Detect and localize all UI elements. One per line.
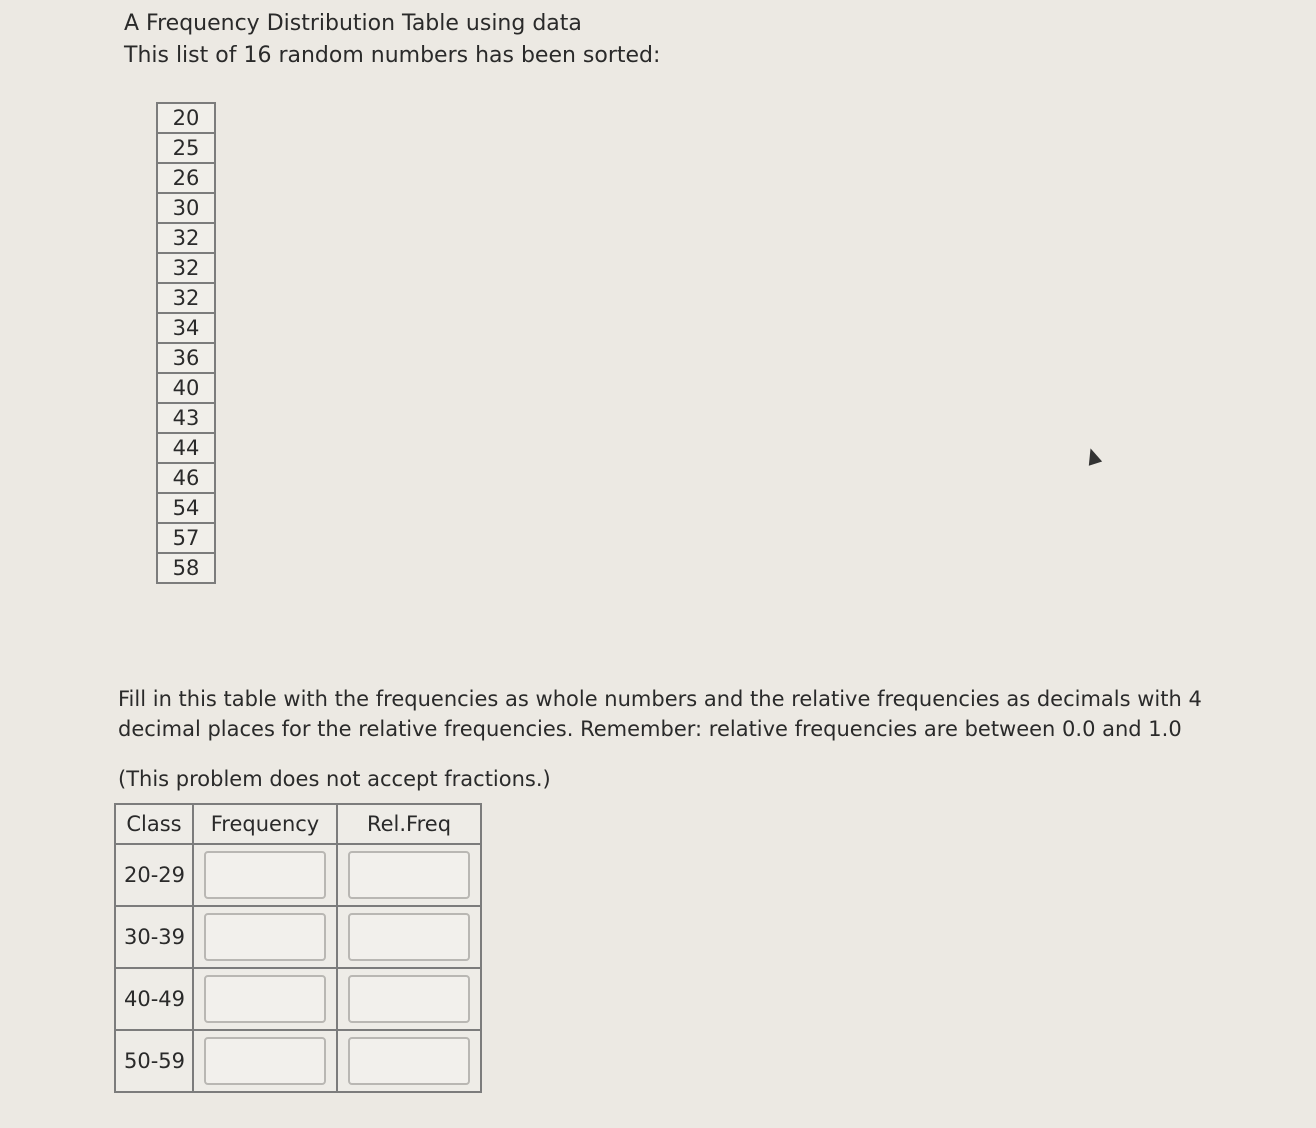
- table-row: [157, 163, 215, 193]
- frequency-table: [114, 803, 482, 1093]
- table-row: [157, 343, 215, 373]
- number-cell: 20: [157, 103, 215, 133]
- number-cell: 58: [157, 553, 215, 583]
- class-label: 40-49: [115, 968, 193, 1030]
- number-cell: 44: [157, 433, 215, 463]
- table-row: [115, 906, 481, 968]
- rel-freq-input-50-59[interactable]: [348, 1037, 470, 1085]
- rel-freq-cell: [337, 844, 481, 906]
- number-cell: 43: [157, 403, 215, 433]
- number-cell: 30: [157, 193, 215, 223]
- table-row: [115, 1030, 481, 1092]
- frequency-cell: [193, 1030, 337, 1092]
- frequency-column-header: Frequency: [193, 804, 337, 844]
- page-subtitle: This list of 16 random numbers has been sorted:: [124, 43, 661, 68]
- frequency-table-header: [115, 804, 481, 844]
- class-column-header: Class: [115, 804, 193, 844]
- number-cell: 34: [157, 313, 215, 343]
- table-row: [157, 223, 215, 253]
- mouse-pointer-icon: [1084, 446, 1102, 466]
- frequency-input-40-49[interactable]: [204, 975, 326, 1023]
- class-label: 20-29: [115, 844, 193, 906]
- number-cell: 25: [157, 133, 215, 163]
- table-row: [115, 844, 481, 906]
- number-cell: 32: [157, 283, 215, 313]
- number-cell: 32: [157, 253, 215, 283]
- number-cell: 57: [157, 523, 215, 553]
- rel-freq-cell: [337, 1030, 481, 1092]
- rel-freq-input-30-39[interactable]: [348, 913, 470, 961]
- number-cell: 32: [157, 223, 215, 253]
- table-row: [157, 313, 215, 343]
- number-cell: 40: [157, 373, 215, 403]
- table-row: [157, 253, 215, 283]
- table-row: [157, 493, 215, 523]
- frequency-cell: [193, 844, 337, 906]
- table-row: [157, 103, 215, 133]
- class-label: 50-59: [115, 1030, 193, 1092]
- rel-freq-input-40-49[interactable]: [348, 975, 470, 1023]
- frequency-cell: [193, 968, 337, 1030]
- rel-freq-column-header: Rel.Freq: [337, 804, 481, 844]
- table-row: [157, 193, 215, 223]
- frequency-input-20-29[interactable]: [204, 851, 326, 899]
- problem-header: [124, 8, 660, 72]
- table-row: [157, 283, 215, 313]
- table-row: [157, 523, 215, 553]
- rel-freq-input-20-29[interactable]: [348, 851, 470, 899]
- rel-freq-cell: [337, 906, 481, 968]
- table-row: [157, 433, 215, 463]
- table-row: [157, 373, 215, 403]
- rel-freq-cell: [337, 968, 481, 1030]
- frequency-cell: [193, 906, 337, 968]
- number-cell: 36: [157, 343, 215, 373]
- table-row: [115, 968, 481, 1030]
- table-row: [157, 133, 215, 163]
- class-label: 30-39: [115, 906, 193, 968]
- sorted-numbers-table: [156, 102, 216, 584]
- table-row: [157, 403, 215, 433]
- instructions-text: Fill in this table with the frequencies as whole numbers and the relative frequencies as decimals with 4 decimal places for the relative frequencies. Remember: relative frequencies are between 0.0 and 1.0: [118, 687, 1202, 741]
- frequency-input-30-39[interactable]: [204, 913, 326, 961]
- number-cell: 54: [157, 493, 215, 523]
- table-row: [157, 553, 215, 583]
- fractions-note: (This problem does not accept fractions.): [118, 767, 551, 791]
- number-cell: 26: [157, 163, 215, 193]
- table-row: [157, 463, 215, 493]
- number-cell: 46: [157, 463, 215, 493]
- frequency-input-50-59[interactable]: [204, 1037, 326, 1085]
- page-title: A Frequency Distribution Table using data: [124, 11, 582, 36]
